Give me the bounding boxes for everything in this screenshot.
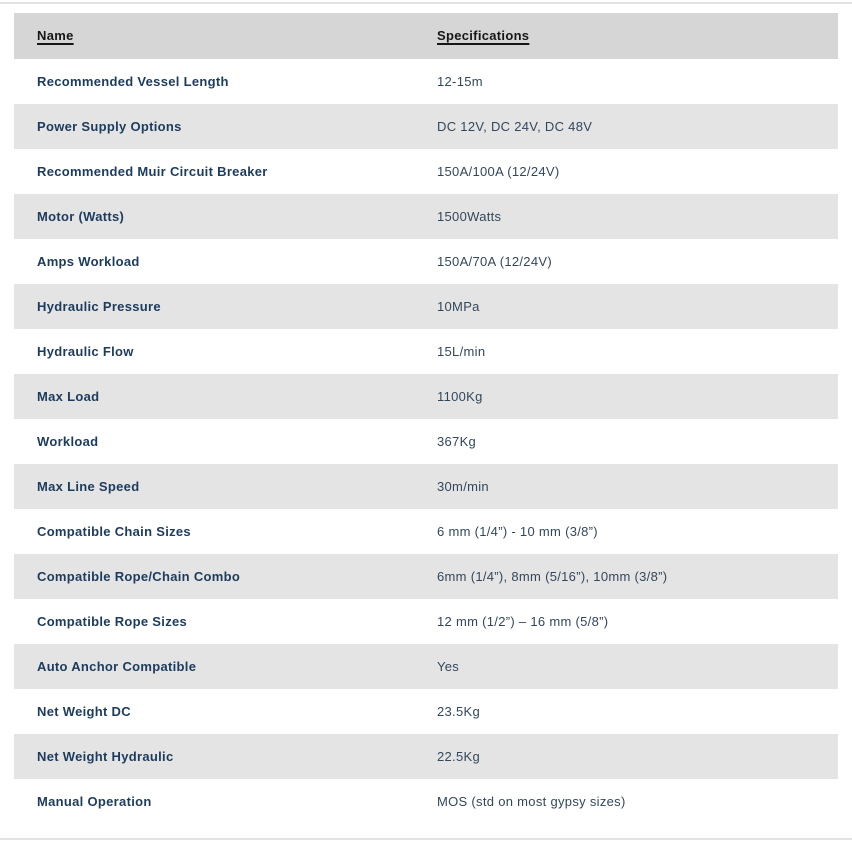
table-row xyxy=(14,464,838,509)
row-spec-cell xyxy=(437,568,838,586)
table-row xyxy=(14,734,838,779)
row-spec-cell xyxy=(437,703,838,721)
row-value: 150A/70A (12/24V) xyxy=(437,253,552,269)
row-name-cell xyxy=(14,658,437,676)
table-row xyxy=(14,194,838,239)
row-label: Net Weight DC xyxy=(37,703,131,719)
row-label: Net Weight Hydraulic xyxy=(37,748,174,764)
table-header-row xyxy=(14,13,838,59)
row-value: 12 mm (1/2”) – 16 mm (5/8”) xyxy=(437,613,609,629)
row-value: 150A/100A (12/24V) xyxy=(437,163,560,179)
row-spec-cell xyxy=(437,748,838,766)
row-value: MOS (std on most gypsy sizes) xyxy=(437,793,626,809)
row-spec-cell xyxy=(437,208,838,226)
table-row xyxy=(14,644,838,689)
row-spec-cell xyxy=(437,298,838,316)
row-label: Compatible Chain Sizes xyxy=(37,523,191,539)
row-value: 367Kg xyxy=(437,433,477,449)
table-row xyxy=(14,329,838,374)
row-name-cell xyxy=(14,163,437,181)
row-value: 22.5Kg xyxy=(437,748,481,764)
header-cell-specifications xyxy=(437,27,838,45)
header-cell-name xyxy=(14,27,437,45)
table-row xyxy=(14,149,838,194)
row-spec-cell xyxy=(437,658,838,676)
table-row xyxy=(14,419,838,464)
table-row xyxy=(14,599,838,644)
row-name-cell xyxy=(14,208,437,226)
row-value: 15L/min xyxy=(437,343,486,359)
row-label: Compatible Rope/Chain Combo xyxy=(37,568,241,584)
row-spec-cell xyxy=(437,613,838,631)
row-label: Motor (Watts) xyxy=(37,208,125,224)
row-label: Power Supply Options xyxy=(37,118,182,134)
row-name-cell xyxy=(14,118,437,136)
row-label: Workload xyxy=(37,433,99,449)
table-row xyxy=(14,374,838,419)
row-label: Amps Workload xyxy=(37,253,140,269)
row-name-cell xyxy=(14,613,437,631)
row-value: 6mm (1/4”), 8mm (5/16”), 10mm (3/8”) xyxy=(437,568,668,584)
row-spec-cell xyxy=(437,73,838,91)
row-name-cell xyxy=(14,478,437,496)
row-value: Yes xyxy=(437,658,460,674)
table-row xyxy=(14,284,838,329)
top-divider xyxy=(0,2,852,4)
table-row xyxy=(14,104,838,149)
table-row xyxy=(14,554,838,599)
row-label: Recommended Muir Circuit Breaker xyxy=(37,163,268,179)
bottom-divider xyxy=(0,838,852,840)
row-label: Hydraulic Flow xyxy=(37,343,134,359)
row-label: Compatible Rope Sizes xyxy=(37,613,188,629)
row-value: 12-15m xyxy=(437,73,483,89)
row-value: 6 mm (1/4”) - 10 mm (3/8”) xyxy=(437,523,598,539)
row-spec-cell xyxy=(437,433,838,451)
row-value: 30m/min xyxy=(437,478,489,494)
table-body xyxy=(14,59,838,824)
row-name-cell xyxy=(14,298,437,316)
row-name-cell xyxy=(14,433,437,451)
table-row xyxy=(14,689,838,734)
row-spec-cell xyxy=(437,253,838,271)
row-label: Hydraulic Pressure xyxy=(37,298,161,314)
row-name-cell xyxy=(14,253,437,271)
row-spec-cell xyxy=(437,343,838,361)
row-spec-cell xyxy=(437,523,838,541)
row-label: Auto Anchor Compatible xyxy=(37,658,197,674)
row-value: 10MPa xyxy=(437,298,480,314)
row-name-cell xyxy=(14,343,437,361)
table-row xyxy=(14,59,838,104)
row-spec-cell xyxy=(437,478,838,496)
column-header-specifications: Specifications xyxy=(437,28,530,43)
row-label: Manual Operation xyxy=(37,793,152,809)
row-spec-cell xyxy=(437,118,838,136)
table-row xyxy=(14,779,838,824)
row-value: 23.5Kg xyxy=(437,703,481,719)
row-label: Max Line Speed xyxy=(37,478,140,494)
row-spec-cell xyxy=(437,163,838,181)
table-row xyxy=(14,509,838,554)
row-spec-cell xyxy=(437,388,838,406)
row-name-cell xyxy=(14,748,437,766)
row-value: 1500Watts xyxy=(437,208,502,224)
row-name-cell xyxy=(14,793,437,811)
row-name-cell xyxy=(14,73,437,91)
row-spec-cell xyxy=(437,793,838,811)
row-name-cell xyxy=(14,523,437,541)
row-name-cell xyxy=(14,388,437,406)
row-label: Recommended Vessel Length xyxy=(37,73,229,89)
row-value: 1100Kg xyxy=(437,388,483,404)
table-row xyxy=(14,239,838,284)
specifications-table xyxy=(14,13,838,824)
column-header-name: Name xyxy=(37,28,74,43)
row-name-cell xyxy=(14,568,437,586)
row-label: Max Load xyxy=(37,388,100,404)
row-name-cell xyxy=(14,703,437,721)
row-value: DC 12V, DC 24V, DC 48V xyxy=(437,118,593,134)
